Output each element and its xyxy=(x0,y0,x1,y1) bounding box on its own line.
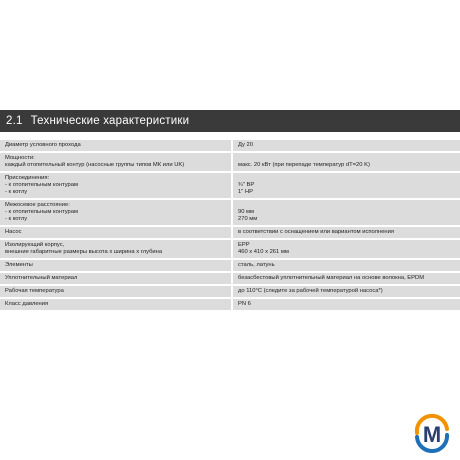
spec-value: PN 6 xyxy=(238,301,251,307)
spec-label: Класс давления xyxy=(5,301,49,307)
logo-letter: M xyxy=(422,422,442,447)
spec-value: 90 мм xyxy=(238,209,255,215)
spec-label: Элементы xyxy=(5,262,33,268)
spec-row xyxy=(0,260,460,271)
spec-value: в соответствии с оснащением или вариантом исполнения xyxy=(238,229,394,235)
spec-value-cell xyxy=(231,227,460,238)
spec-row xyxy=(0,153,460,171)
spec-value: макс. 20 кВт (при перепаде температур dT=20 K) xyxy=(238,162,370,168)
spec-label: каждый отопительный контур (насосные группы типов МК или UK) xyxy=(5,162,185,168)
spec-value xyxy=(238,175,456,182)
spec-value-cell xyxy=(231,153,460,171)
spec-row xyxy=(0,227,460,238)
spec-label: внешние габаритные размеры высота x ширина x глубина xyxy=(5,249,163,255)
spec-label-cell xyxy=(0,227,231,238)
spec-value-cell xyxy=(231,286,460,297)
spec-value-cell xyxy=(231,260,460,271)
spec-row xyxy=(0,240,460,258)
spec-value: 270 мм xyxy=(238,216,258,222)
spec-label-cell xyxy=(0,273,231,284)
spec-value-cell xyxy=(231,173,460,198)
spec-label-cell xyxy=(0,299,231,310)
spec-label: - к котлу xyxy=(5,189,28,195)
spec-value: сталь, латунь xyxy=(238,262,275,268)
spec-value: 460 x 410 x 261 мм xyxy=(238,249,289,255)
spec-row xyxy=(0,299,460,310)
brand-logo-icon xyxy=(409,413,455,453)
spec-label-cell xyxy=(0,140,231,151)
spec-table xyxy=(0,138,460,312)
spec-value: Ду 20 xyxy=(238,142,254,148)
section-number: 2.1 xyxy=(6,115,23,127)
spec-label: - к котлу xyxy=(5,216,28,222)
spec-label-cell xyxy=(0,260,231,271)
spec-row xyxy=(0,173,460,198)
spec-label-cell xyxy=(0,286,231,297)
spec-row xyxy=(0,286,460,297)
spec-value-cell xyxy=(231,140,460,151)
spec-label: Изолирующий корпус, xyxy=(5,242,65,248)
section-header xyxy=(0,110,460,132)
spec-row xyxy=(0,200,460,225)
spec-row xyxy=(0,273,460,284)
spec-label-cell xyxy=(0,240,231,258)
spec-label: Мощности: xyxy=(5,155,35,161)
spec-value-cell xyxy=(231,273,460,284)
spec-label: Присоединения: xyxy=(5,175,50,181)
spec-value-cell xyxy=(231,299,460,310)
spec-value-cell xyxy=(231,200,460,225)
section-title: Технические характеристики xyxy=(30,115,190,127)
spec-value-cell xyxy=(231,240,460,258)
spec-label: - к отопительным контурам xyxy=(5,182,78,188)
spec-label: Рабочая температура xyxy=(5,288,64,294)
spec-label: Уплотнительный материал xyxy=(5,275,78,281)
spec-value xyxy=(238,155,456,162)
spec-label-cell xyxy=(0,200,231,225)
spec-label-cell xyxy=(0,153,231,171)
spec-label: - к отопительным контурам xyxy=(5,209,78,215)
spec-label: Диаметр условного прохода xyxy=(5,142,81,148)
spec-value xyxy=(238,202,456,209)
spec-value: безасбестовый уплотнительный материал на основе волокна, EPDM xyxy=(238,275,425,281)
spec-value: EPP xyxy=(238,242,250,248)
spec-value: ¾" ВР xyxy=(238,182,255,188)
spec-row xyxy=(0,140,460,151)
spec-value: 1" НР xyxy=(238,189,253,195)
spec-label: Насос xyxy=(5,229,22,235)
spec-label: Межосевое расстояние: xyxy=(5,202,70,208)
spec-label-cell xyxy=(0,173,231,198)
spec-value: до 110°С (следите за рабочей температурой насоса*) xyxy=(238,288,383,294)
